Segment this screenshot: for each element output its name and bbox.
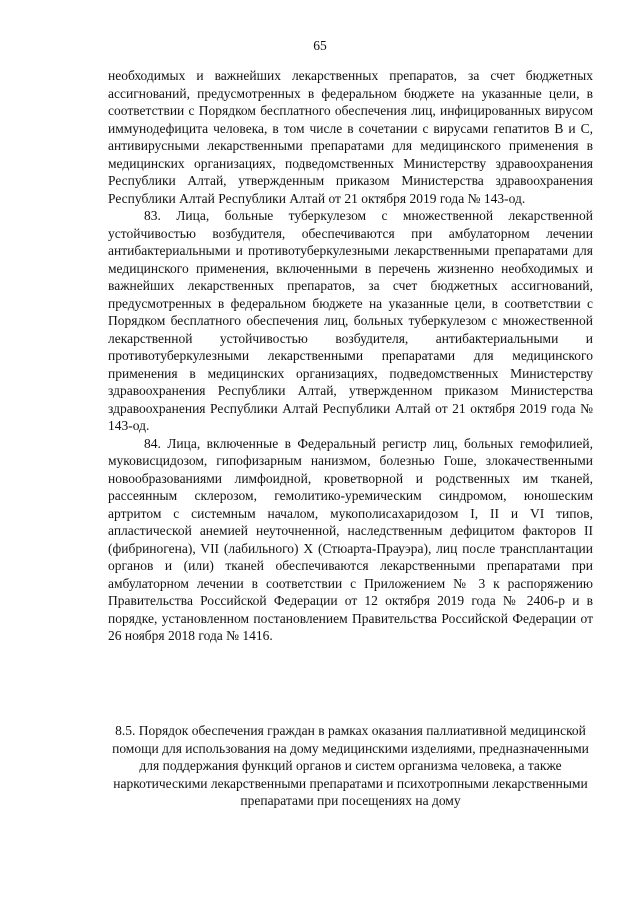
page-number: 65 [313,38,327,53]
paragraph-continuation: необходимых и важнейших лекарственных препаратов, за счет бюджетных ассигнований, предусмотренных в федеральном бюджете на указанные цели, в соответствии с Порядком бесплатного обеспечения лиц, инфицированных вирусом иммунодефицита человека, в том числе в сочетании с вирусами гепатитов B и C, антивирусными лекарственными препаратами для медицинского применения в медицинских организациях, подведомственных Министерству здравоохранения Республики Алтай, утвержденным приказом Министерства здравоохранения Республики Алтай Республики Алтай от 21 октября 2019 года № 143-од. [108,68,593,206]
paragraph-item-84: 84. Лица, включенные в Федеральный регистр лиц, больных гемофилией, муковисцидозом, гипофизарным нанизмом, болезнью Гоше, злокачественными новообразованиями лимфоидной, кроветворной и родственных им тканей, рассеянным склерозом, гемолитико-уремическим синдромом, юношеским артритом с системным началом, мукополисахаридозом I, II и VI типов, апластической анемией неуточненной, наследственным дефицитом факторов II (фибриногена), VII (лабильного) X (Стюарта-Прауэра), лиц после трансплантации органов и (или) тканей обеспечиваются лекарственными препаратами при амбулаторном лечении в соответствии с Приложением № 3 к распоряжению Правительства Российской Федерации от 12 октября 2019 года № 2406-р и в порядке, установленном постановлением Правительства Российской Федерации от 26 ноября 2018 года № 1416. [108,435,593,643]
paragraph-item-83: 83. Лица, больные туберкулезом с множественной лекарственной устойчивостью возбудителя, обеспечиваются при амбулаторном лечении антибактериальными и противотуберкулезными лекарственными препаратами для медицинского применения, включенными в перечень жизненно необходимых и важнейших лекарственных препаратов, за счет бюджетных ассигнований, предусмотренных в федеральном бюджете на указанные цели, в соответствии с Порядком бесплатного обеспечения лиц, больных туберкулезом с множественной лекарственной устойчивостью возбудителя, антибактериальными и противотуберкулезными лекарственными препаратами для медицинского применения в медицинских организациях, подведомственных Министерству здравоохранения Республики Алтай, утвержденном приказом Министерства здравоохранения Республики Алтай Республики Алтай от 21 октября 2019 года № 143-од. [108,208,593,433]
body-text [108,67,593,645]
section-heading: 8.5. Порядок обеспечения граждан в рамках оказания паллиативной медицинской помощи для использования на дому медицинскими изделиями, предназначенными для поддержания функций органов и систем организма человека, а также наркотическими лекарственными препаратами и психотропными лекарственными препаратами при посещениях на дому [112,723,589,808]
